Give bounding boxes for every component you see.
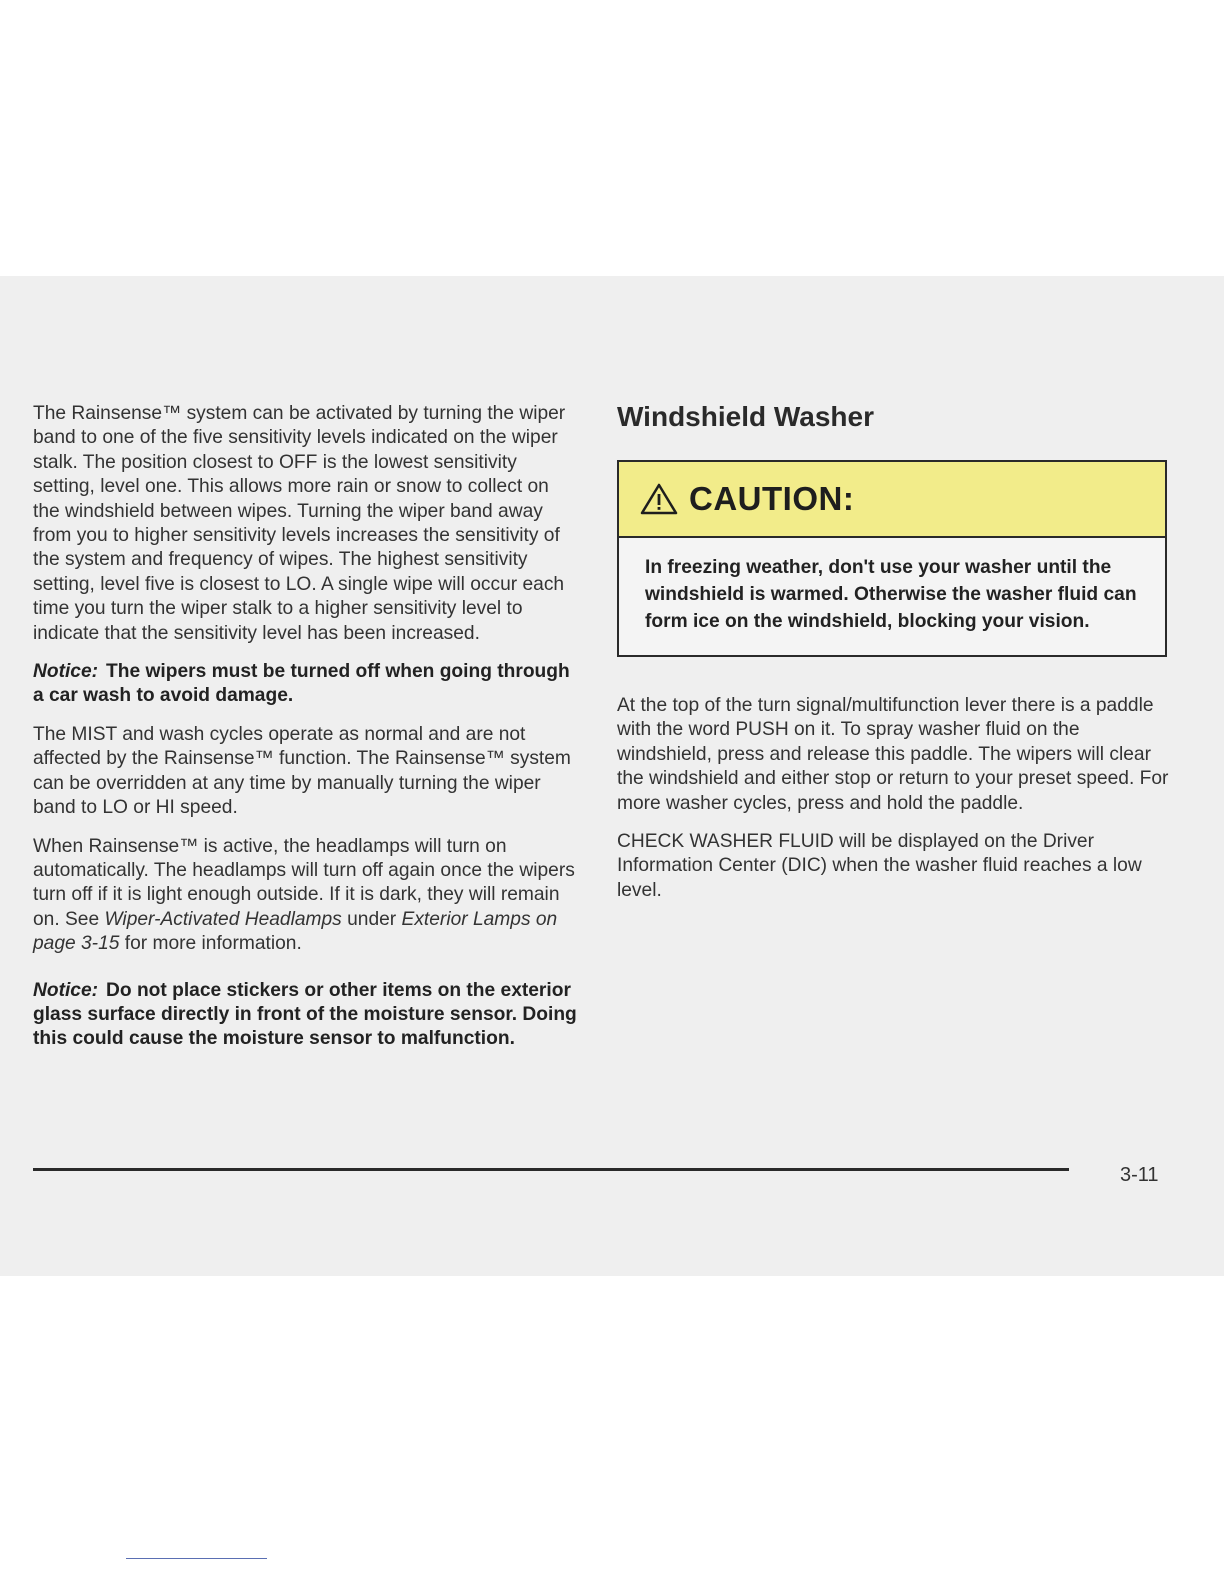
headlamps-text-start: When Rainsense™ is active, the headlamps will turn on automatically. The headlamps will turn off again once the wipers turn off if it is light enough outside. If it is dark, they will remain on. See [33, 835, 575, 930]
notice-label: Notice: [33, 661, 99, 683]
notice-label: Notice: [33, 979, 99, 1001]
notice-text: The wipers must be turned off when going through a car wash to avoid damage. [33, 661, 570, 707]
footer-rule [33, 1168, 1069, 1171]
rainsense-paragraph: The Rainsense™ system can be activated by turning the wiper band to one of the five sensitivity levels indicated on the wiper stalk. The position closest to OFF is the lowest sensitivity setting, level one. This allows more rain or snow to collect on the windshield between wipes. Turning the wiper band away from you to higher sensitivity levels increases the sensitivity of the system and frequency of wipes. The highest sensitivity setting, level five is closest to LO. A single wipe will occur each time you turn the wiper stalk to a higher sensitivity level to indicate that the sensitivity level has been increased. [33, 403, 566, 644]
right-column [617, 400, 1172, 917]
headlamps-paragraph [33, 835, 578, 957]
wiper-activated-headlamps-link[interactable]: Wiper-Activated Headlamps [104, 908, 342, 930]
mist-paragraph: The MIST and wash cycles operate as normal and are not affected by the Rainsense™ function. The Rainsense™ system can be overridden at any time by manually turning the wiper band to LO or HI speed. [33, 723, 571, 819]
headlamps-text-end: for more information. [119, 933, 302, 955]
sticker-notice [33, 979, 578, 1052]
headlamps-text-mid: under [341, 908, 402, 930]
caution-body: In freezing weather, don't use your washer until the windshield is warmed. Otherwise the washer fluid can form ice on the windshield, blocking your vision. [645, 557, 1137, 632]
check-washer-fluid-paragraph: CHECK WASHER FLUID will be displayed on the Driver Information Center (DIC) when the washer fluid reaches a low level. [617, 831, 1142, 901]
car-wash-notice [33, 660, 578, 709]
section-heading: Windshield Washer [617, 401, 874, 432]
caution-box [617, 460, 1167, 657]
warning-triangle-icon [639, 482, 679, 516]
notice-text: Do not place stickers or other items on the exterior glass surface directly in front of the moisture sensor. Doing this could cause the moisture sensor to malfunction. [33, 979, 577, 1050]
washer-paragraph: At the top of the turn signal/multifunction lever there is a paddle with the word PUSH on it. To spray washer fluid on the windshield, press and release this paddle. The wipers will clear the windshield and either stop or return to your preset speed. For more washer cycles, press and hold the paddle. [617, 695, 1169, 814]
caution-title: CAUTION: [689, 480, 855, 517]
exterior-lamps-link[interactable]: Exterior Lamps on page 3-15 [33, 908, 558, 955]
bottom-link-underline [126, 1558, 267, 1559]
page-number: 3-11 [1120, 1164, 1159, 1186]
left-column [33, 402, 578, 1066]
caution-header [619, 462, 1165, 538]
